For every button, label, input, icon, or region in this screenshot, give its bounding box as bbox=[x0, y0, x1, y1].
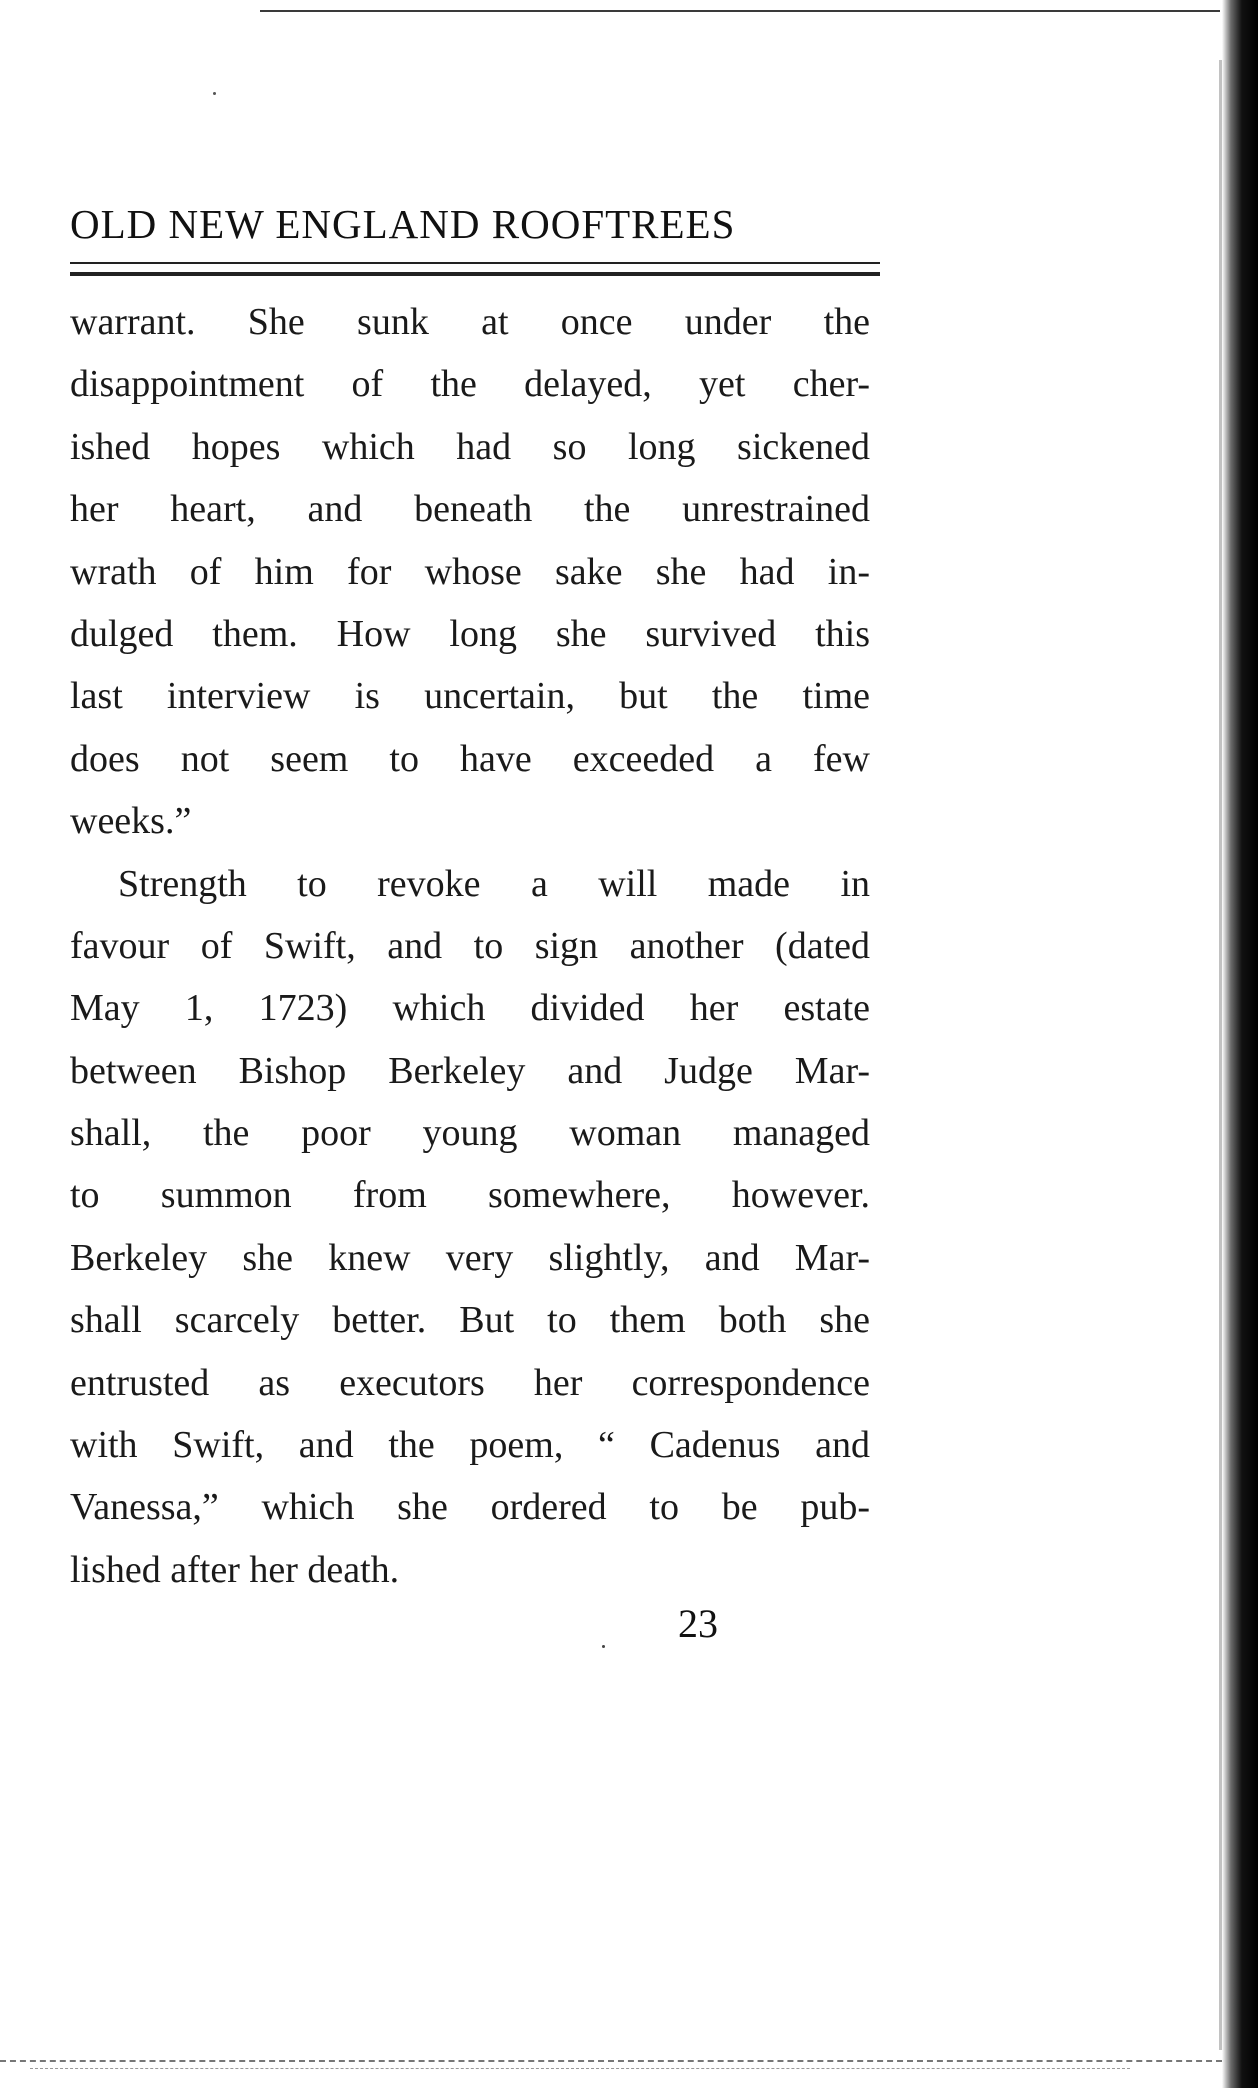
text-line: between Bishop Berkeley and Judge Mar- bbox=[70, 1049, 870, 1092]
text-line: weeks.” bbox=[70, 800, 192, 843]
body-text bbox=[70, 291, 870, 1601]
bottom-edge-rules bbox=[0, 2060, 1222, 2074]
text-line: her heart, and beneath the unrestrained bbox=[70, 488, 870, 531]
text-line: Berkeley she knew very slightly, and Mar- bbox=[70, 1236, 870, 1279]
speck bbox=[213, 92, 216, 95]
spine-shadow bbox=[1222, 0, 1258, 2088]
page-number: 23 bbox=[678, 1601, 718, 1646]
text-line: warrant. She sunk at once under the bbox=[70, 301, 870, 343]
text-line: disappointment of the delayed, yet cher- bbox=[70, 363, 870, 406]
speck bbox=[602, 1645, 605, 1648]
text-line: entrusted as executors her correspondence bbox=[70, 1361, 870, 1404]
header-double-rule bbox=[70, 262, 880, 276]
page-top-edge bbox=[260, 10, 1220, 12]
text-line: to summon from somewhere, however. bbox=[70, 1174, 870, 1217]
bottom-rule bbox=[0, 2060, 1222, 2062]
text-line: Vanessa,” which she ordered to be pub- bbox=[70, 1486, 870, 1529]
text-line: dulged them. How long she survived this bbox=[70, 612, 870, 655]
text-line: last interview is uncertain, but the time bbox=[70, 675, 870, 718]
running-header: OLD NEW ENGLAND ROOFTREES bbox=[70, 201, 736, 247]
text-line: does not seem to have exceeded a few bbox=[70, 737, 870, 780]
text-line: shall scarcely better. But to them both she bbox=[70, 1299, 870, 1342]
bottom-rule bbox=[30, 2068, 1130, 2069]
text-line: lished after her death. bbox=[70, 1548, 400, 1591]
text-line: ished hopes which had so long sickened bbox=[70, 425, 870, 468]
text-line: shall, the poor young woman managed bbox=[70, 1112, 870, 1155]
text-line: May 1, 1723) which divided her estate bbox=[70, 987, 870, 1030]
text-line: favour of Swift, and to sign another (dated bbox=[70, 924, 870, 967]
text-line: with Swift, and the poem, “ Cadenus and bbox=[70, 1424, 870, 1467]
text-line: wrath of him for whose sake she had in- bbox=[70, 550, 870, 593]
paragraph-start-line: Strength to revoke a will made in bbox=[118, 862, 870, 905]
